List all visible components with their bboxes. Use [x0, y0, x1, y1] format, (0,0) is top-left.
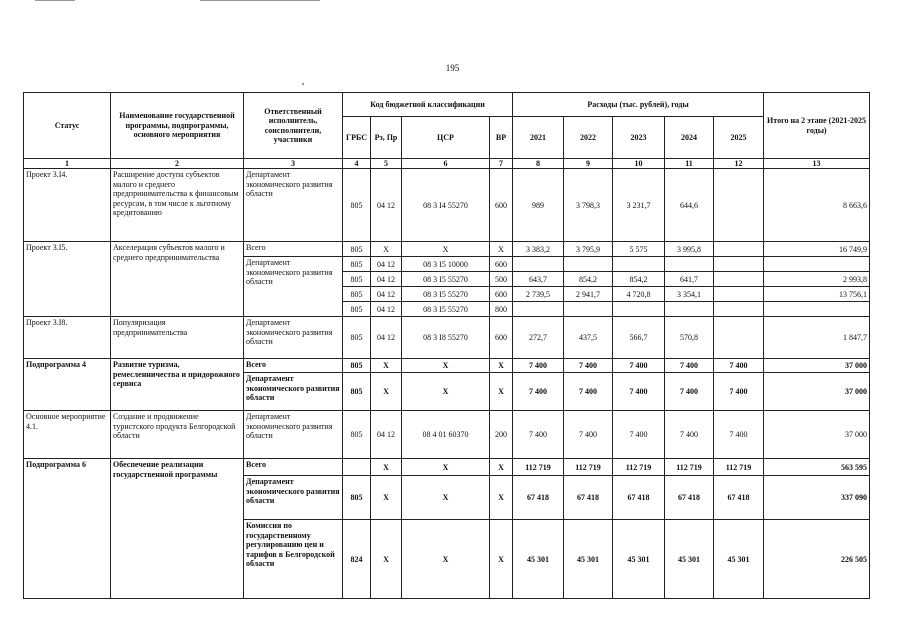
cell-rzpr: X: [371, 242, 402, 257]
cell-rzpr: X: [371, 459, 402, 476]
header-2021: 2021: [513, 117, 564, 159]
cell-rzpr: X: [371, 520, 402, 599]
cell-2021: 7 400: [513, 373, 564, 411]
header-csr: ЦСР: [402, 117, 490, 159]
cell-2022: 437,5: [564, 317, 613, 359]
cell-csr: X: [402, 359, 490, 373]
cell-2024: 644,6: [665, 169, 714, 242]
header-expenses: Расходы (тыс. рублей), годы: [513, 93, 764, 117]
cell-2022: 2 941,7: [564, 287, 613, 302]
cell-vr: 600: [490, 257, 513, 272]
col-number: 11: [665, 159, 714, 169]
cell-2021: 7 400: [513, 359, 564, 373]
cell-total: 37 000: [764, 359, 870, 373]
cell-csr: X: [402, 476, 490, 520]
row-executor: Департамент экономического развития области: [244, 257, 343, 317]
cell-grbs: 805: [343, 411, 371, 459]
cell-total: 337 090: [764, 476, 870, 520]
row-executor: Всего: [244, 242, 343, 257]
cell-csr: 08 3 I8 55270: [402, 317, 490, 359]
cell-2023: 45 301: [613, 520, 665, 599]
scan-dot: [302, 83, 304, 85]
header-rzpr: Рз, Пр: [371, 117, 402, 159]
col-number: 6: [402, 159, 490, 169]
cell-vr: 500: [490, 272, 513, 287]
header-2025: 2025: [714, 117, 764, 159]
cell-csr: X: [402, 242, 490, 257]
cell-total: 226 505: [764, 520, 870, 599]
row-name: Создание и продвижение туристского продукта Белгородской области: [111, 411, 244, 459]
cell-total: 563 595: [764, 459, 870, 476]
col-number: 4: [343, 159, 371, 169]
cell-2021: 2 739,5: [513, 287, 564, 302]
cell-total: 2 993,8: [764, 272, 870, 287]
cell-2021: [513, 302, 564, 317]
table-row: [24, 169, 870, 242]
cell-csr: 08 3 I5 55270: [402, 272, 490, 287]
cell-2023: 7 400: [613, 359, 665, 373]
cell-2024: 3 995,8: [665, 242, 714, 257]
cell-2021: 272,7: [513, 317, 564, 359]
cell-2024: [665, 302, 714, 317]
table-row: [24, 242, 870, 257]
cell-grbs: 805: [343, 257, 371, 272]
cell-2023: 854,2: [613, 272, 665, 287]
cell-2025: 7 400: [714, 411, 764, 459]
cell-rzpr: 04 12: [371, 272, 402, 287]
row-name: Развитие туризма, ремесленничества и придорожного сервиса: [111, 359, 244, 411]
header-2023: 2023: [613, 117, 665, 159]
row-executor: Всего: [244, 459, 343, 476]
header-total: Итого на 2 этапе (2021-2025 годы): [764, 93, 870, 159]
cell-2022: 7 400: [564, 359, 613, 373]
cell-rzpr: 04 12: [371, 169, 402, 242]
cell-2024: [665, 257, 714, 272]
cell-2022: [564, 257, 613, 272]
cell-rzpr: 04 12: [371, 411, 402, 459]
cell-rzpr: 04 12: [371, 287, 402, 302]
header-name: Наименование государственной программы, подпрограммы, основного мероприятия: [111, 93, 244, 159]
cell-csr: X: [402, 520, 490, 599]
header-vr: ВР: [490, 117, 513, 159]
cell-2021: 3 383,2: [513, 242, 564, 257]
cell-2024: 45 301: [665, 520, 714, 599]
cell-total: [764, 302, 870, 317]
col-number: 12: [714, 159, 764, 169]
cell-2023: [613, 302, 665, 317]
cell-rzpr: 04 12: [371, 302, 402, 317]
cell-2022: 112 719: [564, 459, 613, 476]
cell-2023: 7 400: [613, 373, 665, 411]
cell-vr: X: [490, 359, 513, 373]
cell-2022: [564, 302, 613, 317]
cell-csr: X: [402, 459, 490, 476]
cell-2022: 3 798,3: [564, 169, 613, 242]
row-name: Расширение доступа субъектов малого и среднего предпринимательства к финансовым ресурсам, в том числе к льготному кредитованию: [111, 169, 244, 242]
cell-grbs: 805: [343, 302, 371, 317]
cell-2024: 7 400: [665, 411, 714, 459]
cell-grbs: [343, 459, 371, 476]
cell-csr: 08 3 I5 55270: [402, 302, 490, 317]
col-number: 10: [613, 159, 665, 169]
cell-2025: [714, 317, 764, 359]
cell-2023: 5 575: [613, 242, 665, 257]
cell-2022: 7 400: [564, 411, 613, 459]
cell-2024: 3 354,1: [665, 287, 714, 302]
col-number: 8: [513, 159, 564, 169]
cell-vr: 800: [490, 302, 513, 317]
cell-2022: 67 418: [564, 476, 613, 520]
row-status: Проект 3.I8.: [24, 317, 111, 359]
col-number: 7: [490, 159, 513, 169]
cell-grbs: 805: [343, 373, 371, 411]
row-executor: Департамент экономического развития области: [244, 373, 343, 411]
cell-vr: 200: [490, 411, 513, 459]
cell-2022: 7 400: [564, 373, 613, 411]
row-status: Проект 3.I5.: [24, 242, 111, 317]
col-number: 3: [244, 159, 343, 169]
cell-csr: 08 3 I5 10000: [402, 257, 490, 272]
budget-table: [23, 92, 870, 599]
cell-2024: 7 400: [665, 359, 714, 373]
cell-grbs: 805: [343, 169, 371, 242]
col-number: 5: [371, 159, 402, 169]
row-executor: Департамент экономического развития области: [244, 317, 343, 359]
cell-2025: [714, 302, 764, 317]
cell-vr: X: [490, 476, 513, 520]
cell-2021: 112 719: [513, 459, 564, 476]
cell-grbs: 805: [343, 287, 371, 302]
cell-2024: 570,8: [665, 317, 714, 359]
cell-2021: [513, 257, 564, 272]
cell-vr: 600: [490, 317, 513, 359]
cell-vr: 600: [490, 169, 513, 242]
row-status: Проект 3.I4.: [24, 169, 111, 242]
cell-2024: 641,7: [665, 272, 714, 287]
cell-2025: 7 400: [714, 359, 764, 373]
header-budget-code: Код бюджетной классификации: [343, 93, 513, 117]
row-name: Популяризация предпринимательства: [111, 317, 244, 359]
cell-2025: 67 418: [714, 476, 764, 520]
cell-grbs: 824: [343, 520, 371, 599]
table-row: [24, 459, 870, 476]
table-row: [24, 359, 870, 373]
col-number: 2: [111, 159, 244, 169]
col-number: 13: [764, 159, 870, 169]
header-2022: 2022: [564, 117, 613, 159]
cell-vr: X: [490, 242, 513, 257]
cell-2023: 3 231,7: [613, 169, 665, 242]
cell-2024: 7 400: [665, 373, 714, 411]
row-name: Обеспечение реализации государственной программы: [111, 459, 244, 599]
cell-vr: X: [490, 459, 513, 476]
cell-2021: 643,7: [513, 272, 564, 287]
cell-2025: [714, 169, 764, 242]
row-executor: Комиссия по государственному регулированию цен и тарифов в Белгородской области: [244, 520, 343, 599]
cell-2023: 7 400: [613, 411, 665, 459]
cell-2025: 45 301: [714, 520, 764, 599]
cell-2021: 7 400: [513, 411, 564, 459]
cell-csr: X: [402, 373, 490, 411]
cell-2024: 112 719: [665, 459, 714, 476]
cell-total: 37 000: [764, 411, 870, 459]
cell-csr: 08 3 I5 55270: [402, 287, 490, 302]
cell-2024: 67 418: [665, 476, 714, 520]
cell-rzpr: 04 12: [371, 257, 402, 272]
cell-vr: 600: [490, 287, 513, 302]
cell-vr: X: [490, 520, 513, 599]
cell-2022: 3 795,9: [564, 242, 613, 257]
cell-vr: X: [490, 373, 513, 411]
cell-rzpr: X: [371, 373, 402, 411]
col-number: 1: [24, 159, 111, 169]
cell-2025: 112 719: [714, 459, 764, 476]
col-number: 9: [564, 159, 613, 169]
cell-2025: [714, 272, 764, 287]
header-status: Статус: [24, 93, 111, 159]
cell-2023: 566,7: [613, 317, 665, 359]
row-name: Акселерация субъектов малого и среднего предпринимательства: [111, 242, 244, 317]
cell-2021: 989: [513, 169, 564, 242]
cell-2021: 67 418: [513, 476, 564, 520]
cell-2023: [613, 257, 665, 272]
header-executor: Ответственный исполнитель, соисполнители, участники: [244, 93, 343, 159]
table-row: [24, 317, 870, 359]
cell-total: [764, 257, 870, 272]
header-grbs: ГРБС: [343, 117, 371, 159]
cell-2022: 854,2: [564, 272, 613, 287]
row-executor: Департамент экономического развития области: [244, 169, 343, 242]
row-executor: Департамент экономического развития области: [244, 476, 343, 520]
cell-total: 37 000: [764, 373, 870, 411]
row-executor: Всего: [244, 359, 343, 373]
column-number-row: [24, 159, 870, 169]
cell-rzpr: X: [371, 476, 402, 520]
cell-total: 1 847,7: [764, 317, 870, 359]
cell-total: 8 663,6: [764, 169, 870, 242]
scan-artifact-line: [200, 0, 320, 1]
cell-2025: [714, 242, 764, 257]
cell-rzpr: 04 12: [371, 317, 402, 359]
cell-rzpr: X: [371, 359, 402, 373]
cell-2021: 45 301: [513, 520, 564, 599]
page-number: 195: [445, 63, 460, 73]
cell-grbs: 805: [343, 476, 371, 520]
cell-2025: 7 400: [714, 373, 764, 411]
cell-2025: [714, 257, 764, 272]
scan-artifact-line: [35, 0, 75, 1]
row-status: Основное мероприятие 4.1.: [24, 411, 111, 459]
header-2024: 2024: [665, 117, 714, 159]
row-status: Подпрограмма 6: [24, 459, 111, 599]
cell-grbs: 805: [343, 317, 371, 359]
row-executor: Департамент экономического развития области: [244, 411, 343, 459]
cell-2022: 45 301: [564, 520, 613, 599]
cell-total: 13 756,1: [764, 287, 870, 302]
cell-total: 16 749,9: [764, 242, 870, 257]
cell-2025: [714, 287, 764, 302]
cell-grbs: 805: [343, 359, 371, 373]
cell-csr: 08 3 I4 55270: [402, 169, 490, 242]
cell-grbs: 805: [343, 272, 371, 287]
table-row: [24, 411, 870, 459]
cell-2023: 4 720,8: [613, 287, 665, 302]
cell-grbs: 805: [343, 242, 371, 257]
cell-csr: 08 4 01 60370: [402, 411, 490, 459]
cell-2023: 112 719: [613, 459, 665, 476]
cell-2023: 67 418: [613, 476, 665, 520]
row-status: Подпрограмма 4: [24, 359, 111, 411]
